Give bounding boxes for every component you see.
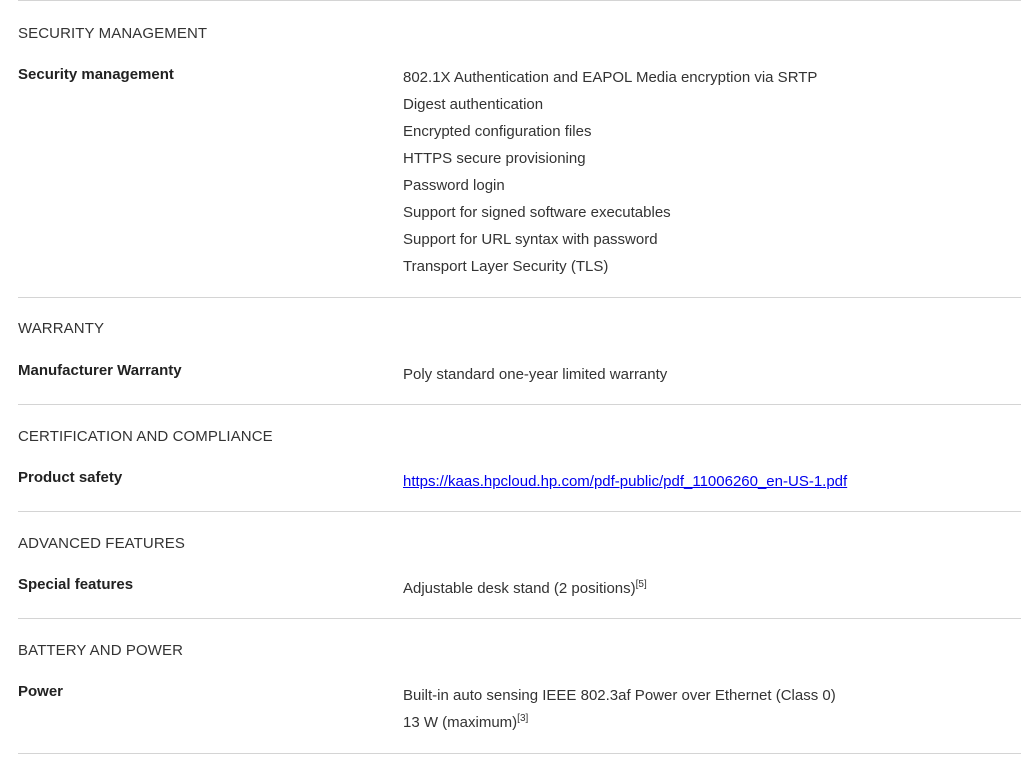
spec-value: HTTPS secure provisioning [403, 150, 586, 167]
spec-value: 802.1X Authentication and EAPOL Media encryption via SRTP [403, 69, 818, 86]
spec-value: Support for URL syntax with password [403, 231, 658, 248]
spec-value-text: Adjustable desk stand (2 positions) [403, 580, 636, 597]
spec-value [403, 709, 836, 736]
spec-value [403, 575, 647, 602]
footnote-marker[interactable]: [5] [635, 579, 647, 590]
spec-label: Manufacturer Warranty [18, 362, 182, 379]
spec-values [403, 64, 817, 280]
spec-value: Poly standard one-year limited warranty [403, 366, 668, 383]
spec-value-text: 13 W (maximum) [403, 714, 518, 731]
spec-value: Transport Layer Security (TLS) [403, 258, 609, 275]
section-certification-compliance [18, 405, 1021, 512]
spec-value [403, 468, 847, 495]
section-heading: ADVANCED FEATURES [18, 535, 186, 552]
spec-label: Product safety [18, 469, 123, 486]
section-heading: BATTERY AND POWER [18, 642, 184, 659]
section-advanced-features [18, 512, 1021, 619]
section-warranty [18, 298, 1021, 405]
spec-label: Power [18, 683, 64, 700]
section-heading: SECURITY MANAGEMENT [18, 25, 208, 42]
spec-value: Password login [403, 177, 505, 194]
spec-value: Encrypted configuration files [403, 123, 592, 140]
spec-values [403, 682, 836, 736]
spec-label: Special features [18, 576, 134, 593]
spec-value: Support for signed software executables [403, 204, 671, 221]
footnote-marker[interactable]: [3] [517, 713, 529, 724]
section-heading: WARRANTY [18, 320, 105, 337]
spec-values [403, 575, 647, 602]
section-heading: CERTIFICATION AND COMPLIANCE [18, 428, 273, 445]
section-security-management [18, 1, 1021, 298]
spec-value: Built-in auto sensing IEEE 802.3af Power over Ethernet (Class 0) [403, 687, 836, 704]
spec-value: Digest authentication [403, 96, 544, 113]
spec-label: Security management [18, 66, 174, 83]
spec-values [403, 361, 667, 388]
spec-values [403, 468, 847, 495]
product-safety-link[interactable]: https://kaas.hpcloud.hp.com/pdf-public/pdf_11006260_en-US-1.pdf [403, 473, 848, 490]
section-battery-power [18, 619, 1021, 754]
